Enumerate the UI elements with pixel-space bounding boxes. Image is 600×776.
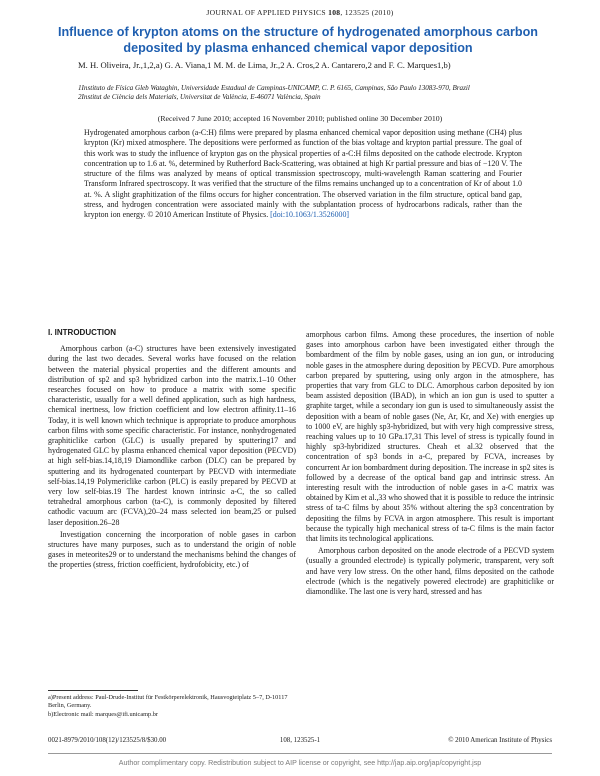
author-list: M. H. Oliveira, Jr.,1,2,a) G. A. Viana,1 M. M. de Lima, Jr.,2 A. Cros,2 A. Cantarero,2 and F. C. Marques1,b): [78, 60, 451, 70]
footnote-a: a)Present address: Paul-Drude-Institut für Festkörperelektronik, Hausvogteiplatz 5–7, D-10117 Berlin, Germany.: [48, 694, 288, 710]
footer-page-number: 108, 123525-1: [279, 737, 321, 744]
intro-paragraph-2: Investigation concerning the incorporation of noble gases in carbon structures have many purposes, such as to understand the origin of noble gases in meteorites29 or to understand the mechanisms behind the changes of the properties (stress, friction coefficient, hydrofobicity, etc.) of: [48, 529, 296, 570]
abstract: [84, 128, 522, 220]
journal-name: JOURNAL OF APPLIED PHYSICS: [206, 8, 326, 17]
right-column: [306, 330, 554, 599]
intro-paragraph-4: Amorphous carbon deposited on the anode electrode of a PECVD system (usually a grounded electrode) is typically polymeric, transparent, very soft and have very low stress. On the other hand, films deposited on the cathode electrode (which is the negatively powered electrode) are graphiticlike or diamondlike. The last one is very hard, stressed and has: [306, 546, 554, 597]
article-info: , 123525 (2010): [340, 8, 394, 17]
footer-copyright: © 2010 American Institute of Physics: [448, 737, 552, 744]
intro-paragraph-1: Amorphous carbon (a-C) structures have been extensively investigated during the last two decades. Several works have focused on the relation between the material physical properties and the different amounts and distribution of sp2 and sp3 hybridized carbon into the matrix.1–10 Other researches focused on how to produce a matrix with some specific characteristic, usually for a well defined application, such as high hardness, chemical inertness, low friction coefficient and low electron affinity.11–16 Today, it is well known which technique is appropriate to produce amorphous carbon films with some specific characteristic. For instance, nonhydrogenated graphiticlike carbon (GLC) is usually prepared by sputtering17 and hydrogenated GLC by plasma enhanced chemical vapor deposition (PECVD) at high self-bias.14,18,19 Diamondlike carbon (DLC) can be prepared by sputtering and its hydrogenated counterpart by PECVD with intermediate self-bias.14,19 Polymericlike carbon (PLC) is easily prepared by PECVD at very low self-bias.19 The hardest known intrinsic a-C, the so called tetrahedral amorphous carbon (ta-C), is commonly deposited by filtered cathodic vacuum arc (FCVA),20–24 mass selected ion beam,25 or pulsed laser deposition.26–28: [48, 344, 296, 527]
affiliation-1: 1Instituto de Física Gleb Wataghin, Universidade Estadual de Campinas-UNICAMP, C. P. 6165, Campinas, São Paulo 13083-970, Brazil: [78, 84, 470, 92]
affiliation-2: 2Institut de Ciència dels Materials, Universitat de València, E-46071 València, Spain: [78, 93, 321, 102]
journal-header: [0, 8, 600, 17]
footnote-b: b)Electronic mail: marques@ifi.unicamp.br: [48, 710, 159, 718]
footer-issn: 0021-8979/2010/108(12)/123525/8/$30.00: [48, 737, 167, 744]
section-heading: I. INTRODUCTION: [48, 328, 116, 337]
footnotes: [48, 694, 296, 719]
footnote-divider: [48, 690, 138, 691]
affiliations: [78, 84, 558, 103]
paper-title: Influence of krypton atoms on the structure of hydrogenated amorphous carbon deposited by plasma enhanced chemical vapor deposition: [57, 25, 538, 55]
doi-link[interactable]: [doi:10.1063/1.3526000]: [270, 210, 350, 219]
left-column: [48, 328, 296, 573]
abstract-text: Hydrogenated amorphous carbon (a-C:H) films were prepared by plasma enhanced chemical vapor deposition using methane (CH4) plus krypton (Kr) mixed atmosphere. The depositions were performed as function of the bias voltage and krypton partial pressure. The goal of this work was to study the influence of krypton gas on the physical properties of a-C:H films deposited on the cathode electrode. Krypton concentration up to 1.6 at. %, determined by Rutherford Back-Scattering, was obtained at high Kr partial pressure and bias of −120 V. The structure of the films was analyzed by means of optical transmission spectroscopy, multi-wavelength Raman scattering and Fourier Transform Infrared spectroscopy. It was verified that the structure of the films remains unchanged up to a concentration of Kr of about 1.0 at. %. A slight graphitization of the films occurs for higher concentration. The observed variation in the film structure, optical band gap, stress, and hydrogen concentration were associated mainly with the subplantation process of hydrocarbons radicals, rather than the krypton ion energy. © 2010 American Institute of Physics.: [84, 128, 522, 219]
received-dates: (Received 7 June 2010; accepted 16 November 2010; published online 30 December 2010): [157, 114, 443, 123]
copyright-notice[interactable]: Author complimentary copy. Redistribution subject to AIP license or copyright, see http://jap.aip.org/jap/copyright.jsp: [118, 759, 482, 767]
journal-volume: 108: [328, 8, 341, 17]
copyright-divider: [48, 753, 552, 754]
intro-paragraph-3: amorphous carbon films. Among these procedures, the insertion of noble gases into amorphous carbon have been investigated either through the bombardment of the film by noble gases, using an ion gun, or introducing noble gases in the atmosphere during deposition by PECVD. Pure amorphous carbon prepared by sputtering, using only argon in the atmosphere, has properties that vary from GLC to DLC. Amorphous carbon deposited by ion beam assisted deposition (IBAD), in which an ion gun is used to sputter a graphite target, while a secondary ion gun is used to simultaneously assist the deposition with a beam of noble gases (Ne, Ar, Kr, and Xe) with energies up to 1000 eV, are highly sp3-hybridized, but with very high compressive stress, reaching values up to 10 GPa.17,31 This level of stress is typically found in highly sp3-hybridized structures. Cheah et al.32 observed that the concentration of sp3 bonds in a-C, prepared by FCVA, increases by concurrent Ar ion bombardment during deposition. The increase in sp2 sites is followed by a decrease of the optical band gap and intrinsic stress. An interesting result with the introduction of noble gases in a-C matrix was obtained by Kim et al.,33 who showed that it is possible to reduce the intrinsic stress of ta-C films by about 35% without altering the sp3 concentration by depositing the films by FCVA in argon atmosphere. This result is important because the typically high mechanical stress of ta-C films is the main factor that limits its technological applications.: [306, 330, 554, 544]
